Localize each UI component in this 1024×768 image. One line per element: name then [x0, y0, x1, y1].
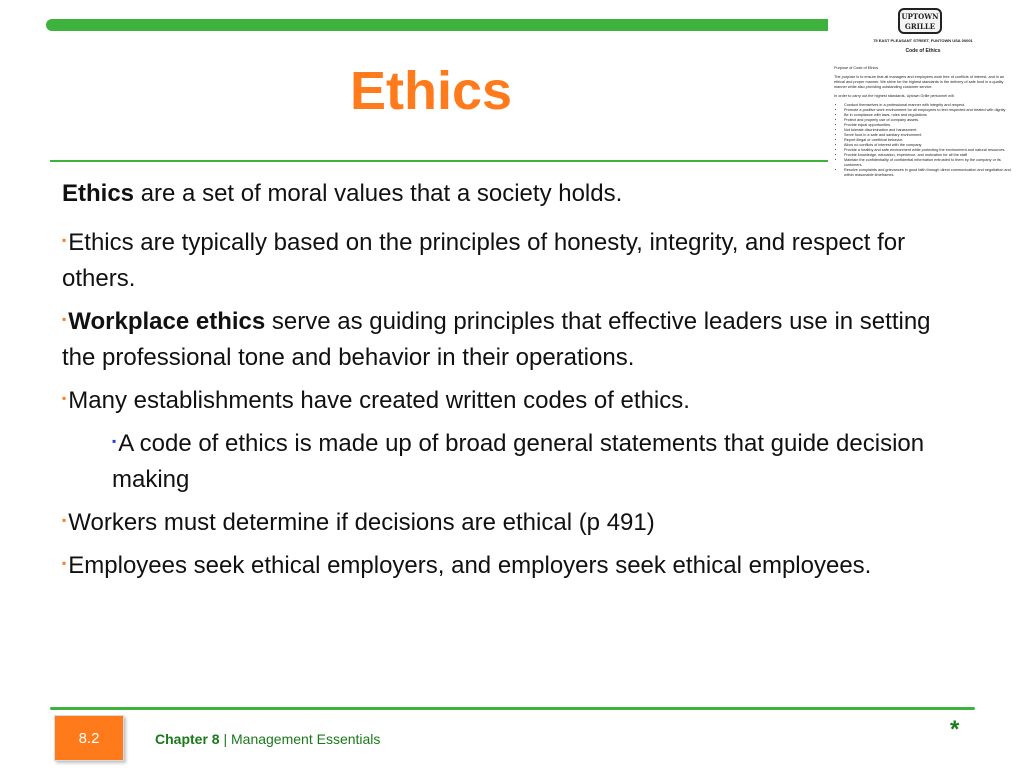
footer-separator: | — [219, 731, 231, 747]
logo-line-2: GRILLE — [904, 22, 936, 31]
document-address: 75 EAST PLEASANT STREET, FUNTOWN USA 00001 — [873, 38, 973, 43]
bullet-text: Employees seek ethical employers, and employers seek ethical employees. — [68, 552, 872, 579]
document-item: • Protect and properly use of company assets. — [844, 118, 1014, 123]
footer-caption — [155, 731, 380, 747]
title-divider — [50, 160, 845, 162]
document-body — [834, 66, 1014, 178]
bullet-text: serve as guiding principles that effective leaders use in setting the professional tone and behavior in their operations. — [62, 308, 931, 371]
top-accent-bar — [46, 19, 846, 31]
sub-bullet-item — [112, 423, 937, 498]
document-item: • Not tolerate discrimination and harassment. — [844, 128, 1014, 133]
document-item: • Serve food in a safe and sanitary environment — [844, 133, 1014, 138]
bullet-square-icon: ▪ — [62, 312, 67, 326]
footer-chapter: Chapter 8 — [155, 731, 220, 747]
page-number-badge: 8.2 — [54, 715, 124, 761]
star-icon: * — [950, 716, 960, 743]
bullet-text: Workers must determine if decisions are ethical (p 491) — [68, 509, 655, 536]
bullet-text: Ethics are typically based on the principles of honesty, integrity, and respect for others. — [62, 229, 906, 292]
sub-bullet-text: A code of ethics is made up of broad general statements that guide decision making — [112, 430, 925, 493]
document-purpose-heading: Purpose of Code of Ethics — [834, 66, 879, 70]
document-item: • Provide a healthy and safe environment while protecting the environment and natural resources. — [844, 148, 1014, 153]
document-lead-in: In order to carry out the highest standards, Uptown Grille personnel will: — [834, 94, 955, 98]
document-item: • Promote a positive work environment for all employees to feel respected and treated with dignity — [844, 108, 1014, 113]
bullet-square-icon: ▪ — [62, 233, 67, 247]
intro-term: Ethics — [62, 180, 135, 207]
bullet-item — [62, 545, 937, 584]
footer-divider — [50, 707, 975, 710]
intro-definition-text: are a set of moral values that a society holds. — [134, 180, 623, 207]
document-title: Code of Ethics — [905, 48, 941, 54]
document-item: • Provide equal opportunities. — [844, 123, 1014, 128]
logo-line-1: UPTOWN — [901, 12, 939, 21]
bullet-text: Many establishments have created written codes of ethics. — [68, 387, 690, 414]
document-item: • Be in compliance with laws, rules and regulations — [844, 113, 1014, 118]
slide-content — [62, 176, 937, 588]
sub-bullet-square-icon: ▪ — [112, 434, 117, 448]
footer-course-title: Management Essentials — [231, 731, 381, 747]
uptown-grille-logo — [898, 8, 942, 34]
bullet-item — [62, 222, 937, 297]
bullet-item — [62, 380, 937, 419]
document-item: • Resolve complaints and grievances in good faith through direct communication and negotiation and within reasonable timeframes. — [844, 168, 1014, 178]
bullet-square-icon: ▪ — [62, 556, 67, 570]
bullet-square-icon: ▪ — [62, 513, 67, 527]
document-purpose-text: The purpose is to ensure that all managers and employees work free of conflicts of interest, and in an ethical and proper manner. We strive for the highest standards in the delivery of safe food in a quality manner while also providing outstanding customer service. — [834, 75, 1005, 89]
bullet-item — [62, 301, 937, 376]
document-item: • Allow no conflicts of interest with the company — [844, 143, 1014, 148]
bullet-square-icon: ▪ — [62, 391, 67, 405]
document-item: • Maintain the confidentiality of confidential information entrusted to them by the company or its customers. — [844, 158, 1014, 168]
slide-title: Ethics — [349, 61, 513, 121]
document-items-list — [834, 103, 1014, 178]
bullet-item — [62, 502, 937, 541]
intro-definition — [62, 176, 937, 212]
bullet-bold-term: Workplace ethics — [68, 308, 266, 335]
document-item: • Report illegal or unethical behavior. — [844, 138, 1014, 143]
document-item: • Provide knowledge, education, experience, and motivation for all the staff — [844, 153, 1014, 158]
document-item: • Conduct themselves in a professional manner with integrity and respect. — [844, 103, 1014, 108]
